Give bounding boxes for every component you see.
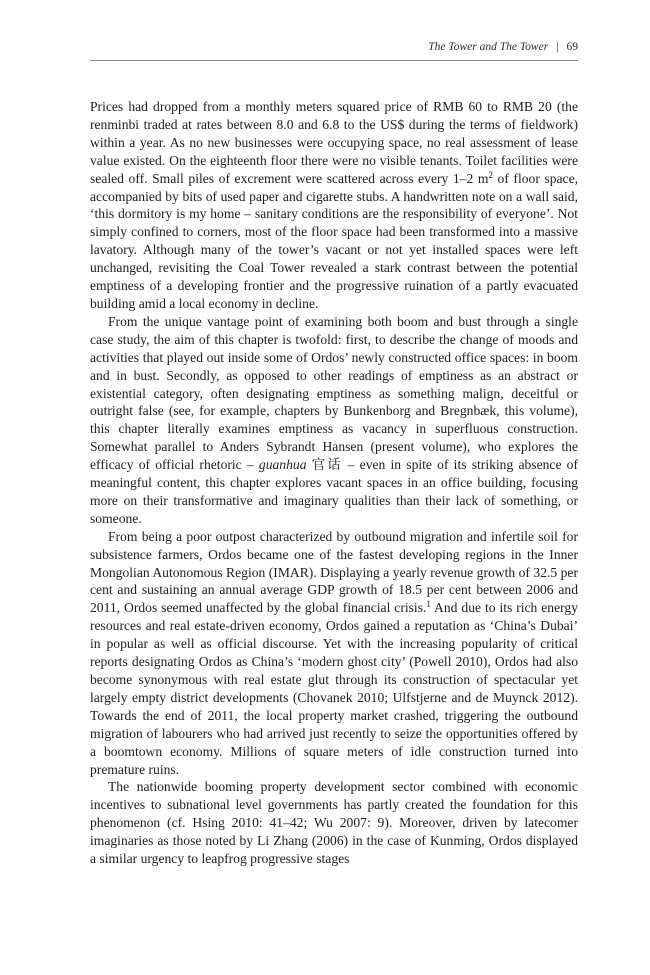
- paragraph-1-text-a: Prices had dropped from a monthly meters squared price of RMB 60 to RMB 20 (the renminbi traded at rates between 8.0 and 6.8 to the US$ during the terms of fieldwork) within a year. As no new businesses were occupying space, no real assessment of lease value existed. On the eighteenth floor there were no visible tenants. Toilet facilities were sealed off. Small piles of excrement were scattered across every 1–2 m: [90, 99, 578, 186]
- paragraph-4: [90, 778, 578, 868]
- paragraph-4-text: The nationwide booming property development sector combined with economic incentives to subnational level governments has partly created the foundation for this phenomenon (cf. Hsing 2010: 41–42; Wu 2007: 9). Moreover, driven by latecomer imaginaries as those noted by Li Zhang (2006) in the case of Kunming, Ordos displayed a similar urgency to leapfrog progressive stages: [90, 779, 578, 867]
- guanhua-term: guanhua: [258, 457, 307, 473]
- header-separator: |: [556, 41, 559, 53]
- paragraph-2: [90, 313, 578, 528]
- body-text: [90, 98, 578, 868]
- page-number: 69: [566, 41, 578, 53]
- running-title: The Tower and The Tower: [428, 41, 549, 53]
- paragraph-2-text-b: 官话 – even in spite of its striking absence of meaningful content, this chapter explores vacant spaces in an office building, focusing more on their transformative and imaginary qualities than their lack of something, or someone.: [90, 457, 578, 526]
- paragraph-3-text-a: From being a poor outpost characterized by outbound migration and infertile soil for subsistence farmers, Ordos became one of the fastest developing regions in the Inner Mongolian Autonomous Region (IMAR). Displaying a yearly revenue growth of 32.5 per cent and sustaining an annual average GDP growth of 18.5 per cent between 2006 and 2011, Ordos seemed unaffected by the global financial crisis.: [90, 528, 578, 616]
- paragraph-1: [90, 98, 578, 313]
- paragraph-3: [90, 528, 578, 779]
- running-header: [90, 41, 578, 53]
- paragraph-2-text-a: From the unique vantage point of examining both boom and bust through a single case study, the aim of this chapter is twofold: first, to describe the change of moods and activities that played out inside some of Ordos’ newly constructed office spaces: in boom and in bust. Secondly, as opposed to other readings of emptiness as an abstract or existential category, often designating emptiness as something malign, deceitful or outright false (see, for example, chapters by Bunkenborg and Bregnbæk, this volume), this chapter literally examines emptiness as vacancy in superfluous construction. Somewhat parallel to Anders Sybrandt Hansen (present volume), who explores the efficacy of official rhetoric –: [90, 313, 578, 473]
- header-rule: [90, 60, 578, 61]
- paragraph-3-text-b: And due to its rich energy resources and real estate-driven economy, Ordos gained a reputation as ‘China’s Dubai’ in popular as well as official discourse. Yet with the increasing popularity of critical reports designating Ordos as China’s ‘modern ghost city’ (Powell 2010), Ordos had also become synonymous with real estate glut through its construction of spectacular yet largely empty district developments (Chovanek 2010; Ulfstjerne and de Muynck 2012). Towards the end of 2011, the local property market crashed, triggering the outbound migration of labourers who had arrived just recently to seize the opportunities offered by a boomtown economy. Millions of square meters of idle construction turned into premature ruins.: [90, 600, 578, 777]
- footnote-marker-1: 1: [426, 599, 431, 610]
- superscript-squared: 2: [488, 169, 493, 180]
- paragraph-1-text-b: of floor space, accompanied by bits of used paper and cigarette stubs. A handwritten note on a wall said, ‘this dormitory is my home – sanitary conditions are the responsibility of everyone’. Not simply confined to corners, most of the floor space had been transformed into a massive lavatory. Although many of the tower’s vacant or not yet installed spaces were left unchanged, revisiting the Coal Tower revealed a stark contrast between the potential emptiness of a developing frontier and the progressive ruination of a partly evacuated building amid a local economy in decline.: [90, 170, 579, 311]
